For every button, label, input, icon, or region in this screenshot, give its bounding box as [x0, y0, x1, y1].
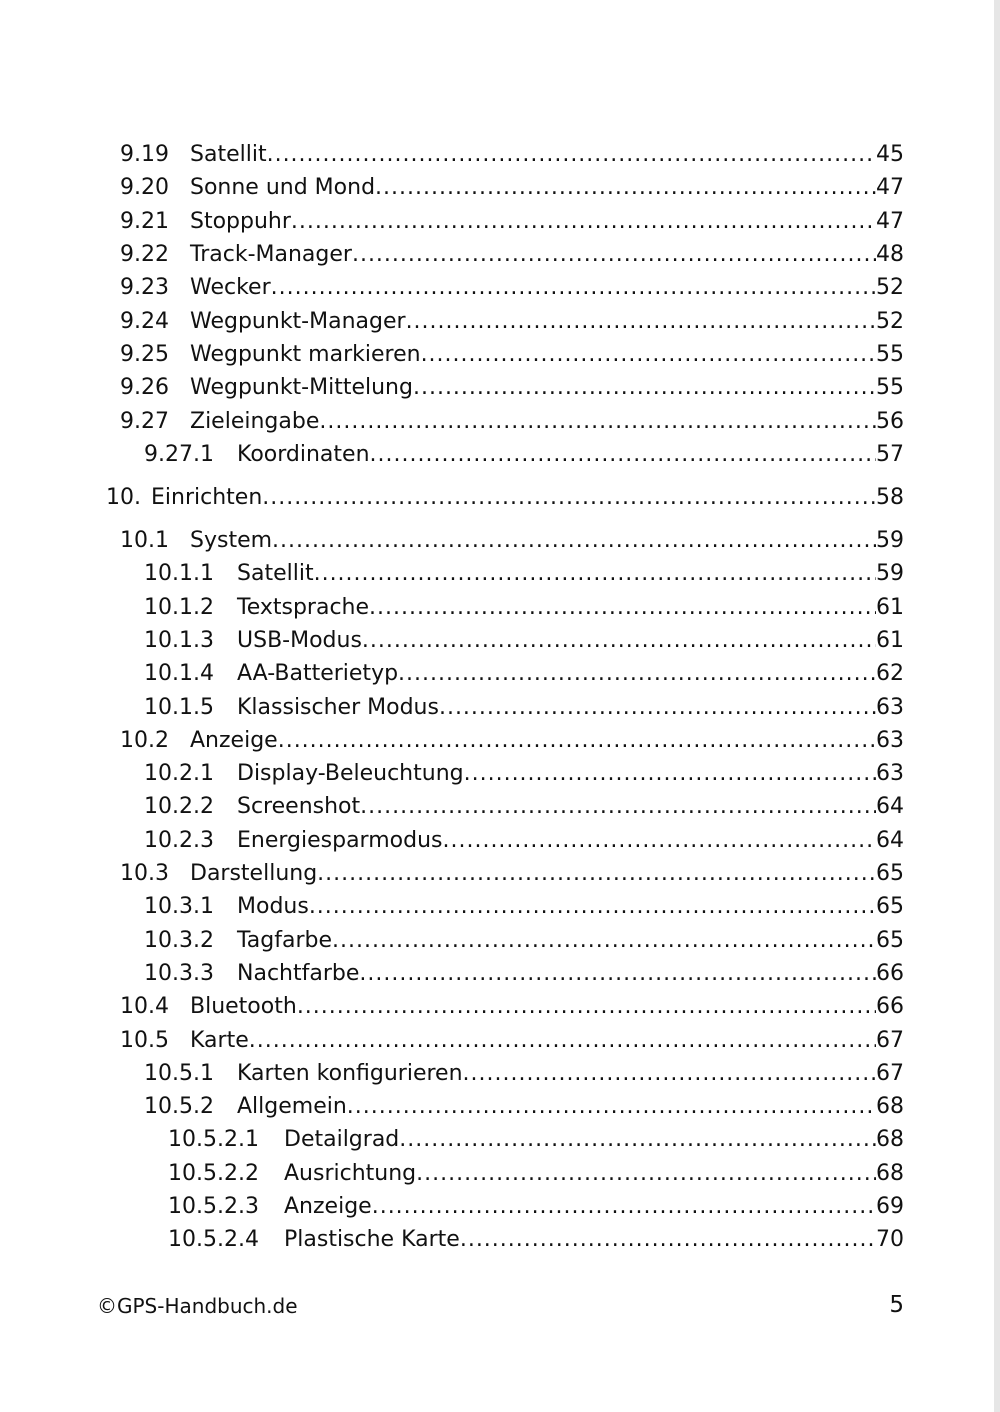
- toc-entry-title: USB-Modus: [237, 628, 362, 653]
- toc-entry-page: 63: [876, 761, 904, 786]
- toc-entry[interactable]: [144, 1058, 904, 1090]
- toc-entry-page: 64: [876, 828, 904, 853]
- toc-entry-page: 61: [876, 595, 904, 620]
- toc-leader-dots: [369, 592, 876, 624]
- toc-entry-page: 63: [876, 695, 904, 720]
- toc-entry-number: 10.3.2: [144, 928, 214, 953]
- toc-entry-title: Zieleingabe: [190, 409, 320, 434]
- toc-entry-title: Textsprache: [237, 595, 370, 620]
- toc-leader-dots: [297, 991, 876, 1023]
- toc-chapter-entry[interactable]: [106, 482, 904, 514]
- toc-entry-number: 9.23: [120, 275, 169, 300]
- toc-entry[interactable]: [144, 758, 904, 790]
- toc-leader-dots: [271, 272, 876, 304]
- toc-entry-page: 68: [876, 1161, 904, 1186]
- toc-leader-dots: [406, 306, 876, 338]
- toc-entry[interactable]: [120, 139, 904, 171]
- toc-entry[interactable]: [168, 1224, 904, 1256]
- toc-leader-dots: [352, 239, 876, 271]
- toc-entry-page: 47: [876, 175, 904, 200]
- toc-entry[interactable]: [120, 525, 904, 557]
- toc-entry-number: 10.4: [120, 994, 169, 1019]
- toc-entry-title: Sonne und Mond: [190, 175, 376, 200]
- toc-entry-page: 62: [876, 661, 904, 686]
- toc-entry-page: 61: [876, 628, 904, 653]
- toc-entry-page: 67: [876, 1028, 904, 1053]
- toc-entry[interactable]: [120, 991, 904, 1023]
- toc-leader-dots: [319, 406, 876, 438]
- toc-entry-number: 9.27: [120, 409, 169, 434]
- toc-entry-page: 66: [876, 994, 904, 1019]
- toc-entry-title: Wegpunkt-Mittelung: [190, 375, 413, 400]
- toc-entry[interactable]: [144, 692, 904, 724]
- toc-leader-dots: [317, 858, 876, 890]
- toc-entry-number: 9.24: [120, 309, 169, 334]
- toc-entry-page: 56: [876, 409, 904, 434]
- toc-entry[interactable]: [168, 1158, 904, 1190]
- toc-entry-title: Karte: [190, 1028, 249, 1053]
- toc-entry-title: AA-Batterietyp: [237, 661, 399, 686]
- toc-leader-dots: [314, 558, 876, 590]
- toc-entry-number: 9.20: [120, 175, 169, 200]
- toc-entry-title: Wegpunkt-Manager: [190, 309, 406, 334]
- toc-entry-page: 69: [876, 1194, 904, 1219]
- toc-entry[interactable]: [120, 306, 904, 338]
- toc-entry-title: System: [190, 528, 273, 553]
- toc-leader-dots: [362, 625, 876, 657]
- toc-entry-title: Wecker: [190, 275, 271, 300]
- toc-entry-title: Einrichten: [151, 485, 263, 510]
- toc-leader-dots: [439, 692, 876, 724]
- toc-leader-dots: [464, 758, 876, 790]
- toc-leader-dots: [347, 1091, 876, 1123]
- toc-entry-title: Darstellung: [190, 861, 318, 886]
- toc-entry[interactable]: [120, 339, 904, 371]
- toc-entry-number: 10.1.4: [144, 661, 214, 686]
- toc-entry-title: Tagfarbe: [237, 928, 333, 953]
- toc-leader-dots: [413, 372, 876, 404]
- toc-entry[interactable]: [144, 1091, 904, 1123]
- toc-entry[interactable]: [120, 239, 904, 271]
- toc-entry-page: 45: [876, 142, 904, 167]
- toc-entry-number: 10.2.1: [144, 761, 214, 786]
- toc-entry-page: 66: [876, 961, 904, 986]
- toc-entry-title: Track-Manager: [190, 242, 352, 267]
- toc-entry[interactable]: [144, 825, 904, 857]
- toc-entry[interactable]: [120, 206, 904, 238]
- toc-entry[interactable]: [144, 891, 904, 923]
- toc-entry[interactable]: [144, 558, 904, 590]
- toc-entry-title: Satellit: [237, 561, 314, 586]
- toc-leader-dots: [375, 172, 876, 204]
- toc-entry-page: 58: [876, 485, 904, 510]
- toc-entry-page: 65: [876, 928, 904, 953]
- toc-entry[interactable]: [120, 272, 904, 304]
- toc-entry-page: 47: [876, 209, 904, 234]
- toc-entry-number: 9.22: [120, 242, 169, 267]
- toc-entry-number: 10.1.2: [144, 595, 214, 620]
- toc-entry-page: 52: [876, 309, 904, 334]
- toc-entry[interactable]: [144, 958, 904, 990]
- toc-entry-title: Display-Beleuchtung: [237, 761, 464, 786]
- toc-entry-title: Ausrichtung: [284, 1161, 417, 1186]
- toc-entry[interactable]: [144, 658, 904, 690]
- toc-leader-dots: [291, 206, 876, 238]
- toc-leader-dots: [370, 439, 876, 471]
- toc-entry[interactable]: [120, 372, 904, 404]
- toc-entry-page: 59: [876, 528, 904, 553]
- toc-entry-page: 55: [876, 375, 904, 400]
- toc-entry[interactable]: [120, 725, 904, 757]
- toc-leader-dots: [416, 1158, 876, 1190]
- toc-entry-title: Bluetooth: [190, 994, 297, 1019]
- toc-entry[interactable]: [144, 791, 904, 823]
- toc-entry[interactable]: [144, 925, 904, 957]
- toc-entry-number: 10.1.5: [144, 695, 214, 720]
- toc-entry-page: 68: [876, 1094, 904, 1119]
- toc-entry-title: Wegpunkt markieren: [190, 342, 421, 367]
- toc-entry-number: 9.26: [120, 375, 169, 400]
- toc-entry[interactable]: [144, 592, 904, 624]
- toc-entry-title: Karten konfigurieren: [237, 1061, 463, 1086]
- toc-leader-dots: [262, 482, 876, 514]
- toc-entry[interactable]: [120, 858, 904, 890]
- toc-leader-dots: [398, 658, 876, 690]
- toc-entry-number: 9.27.1: [144, 442, 214, 467]
- toc-entry-number: 10.: [106, 485, 141, 510]
- toc-entry[interactable]: [144, 625, 904, 657]
- toc-entry-title: Koordinaten: [237, 442, 370, 467]
- toc-entry-number: 9.25: [120, 342, 169, 367]
- toc-entry-number: 10.3.1: [144, 894, 214, 919]
- toc-leader-dots: [272, 525, 876, 557]
- toc-entry-number: 10.2: [120, 728, 169, 753]
- toc-entry-page: 64: [876, 794, 904, 819]
- toc-entry-page: 67: [876, 1061, 904, 1086]
- toc-leader-dots: [249, 1025, 876, 1057]
- toc-entry-page: 48: [876, 242, 904, 267]
- toc-entry-title: Allgemein: [237, 1094, 347, 1119]
- toc-leader-dots: [463, 1058, 876, 1090]
- toc-leader-dots: [278, 725, 876, 757]
- toc-leader-dots: [372, 1191, 876, 1223]
- toc-entry-number: 10.3.3: [144, 961, 214, 986]
- toc-leader-dots: [421, 339, 876, 371]
- toc-entry-page: 65: [876, 861, 904, 886]
- toc-leader-dots: [442, 825, 876, 857]
- toc-entry-number: 10.5.2.3: [168, 1194, 259, 1219]
- toc-entry-title: Energiesparmodus: [237, 828, 443, 853]
- toc-entry-title: Nachtfarbe: [237, 961, 360, 986]
- toc-entry-page: 70: [876, 1227, 904, 1252]
- toc-entry-title: Anzeige: [190, 728, 278, 753]
- toc-entry-number: 9.21: [120, 209, 169, 234]
- toc-entry-number: 9.19: [120, 142, 169, 167]
- toc-entry-page: 65: [876, 894, 904, 919]
- footer-page-number: 5: [889, 1292, 904, 1318]
- toc-entry-page: 59: [876, 561, 904, 586]
- toc-entry-number: 10.1.3: [144, 628, 214, 653]
- toc-entry-title: Stoppuhr: [190, 209, 291, 234]
- toc-entry-title: Detailgrad: [284, 1127, 400, 1152]
- toc-entry-title: Satellit: [190, 142, 267, 167]
- toc-entry-number: 10.1.1: [144, 561, 214, 586]
- toc-entry-page: 68: [876, 1127, 904, 1152]
- toc-entry-number: 10.3: [120, 861, 169, 886]
- toc-entry-number: 10.5.2.2: [168, 1161, 259, 1186]
- toc-entry[interactable]: [144, 439, 904, 471]
- toc-entry-number: 10.5.2.1: [168, 1127, 259, 1152]
- toc-entry[interactable]: [120, 1025, 904, 1057]
- toc-leader-dots: [399, 1124, 876, 1156]
- toc-entry-number: 10.2.3: [144, 828, 214, 853]
- toc-entry-number: 10.5.2: [144, 1094, 214, 1119]
- toc-entry-page: 52: [876, 275, 904, 300]
- toc-entry[interactable]: [168, 1191, 904, 1223]
- toc-leader-dots: [309, 891, 876, 923]
- toc-leader-dots: [267, 139, 876, 171]
- toc-entry-number: 10.5: [120, 1028, 169, 1053]
- toc-entry-number: 10.5.1: [144, 1061, 214, 1086]
- toc-entry[interactable]: [120, 172, 904, 204]
- toc-entry-title: Screenshot: [237, 794, 361, 819]
- toc-entry-title: Anzeige: [284, 1194, 372, 1219]
- toc-leader-dots: [360, 791, 876, 823]
- toc-entry-title: Klassischer Modus: [237, 695, 439, 720]
- toc-entry-number: 10.5.2.4: [168, 1227, 259, 1252]
- toc-entry[interactable]: [168, 1124, 904, 1156]
- toc-entry[interactable]: [120, 406, 904, 438]
- toc-entry-title: Modus: [237, 894, 309, 919]
- toc-entry-page: 57: [876, 442, 904, 467]
- toc-leader-dots: [332, 925, 876, 957]
- toc-entry-page: 55: [876, 342, 904, 367]
- toc-entry-title: Plastische Karte: [284, 1227, 460, 1252]
- toc-leader-dots: [359, 958, 876, 990]
- toc-entry-number: 10.1: [120, 528, 169, 553]
- footer-copyright: ©GPS-Handbuch.de: [97, 1294, 298, 1318]
- toc-leader-dots: [460, 1224, 876, 1256]
- toc-entry-page: 63: [876, 728, 904, 753]
- toc-entry-number: 10.2.2: [144, 794, 214, 819]
